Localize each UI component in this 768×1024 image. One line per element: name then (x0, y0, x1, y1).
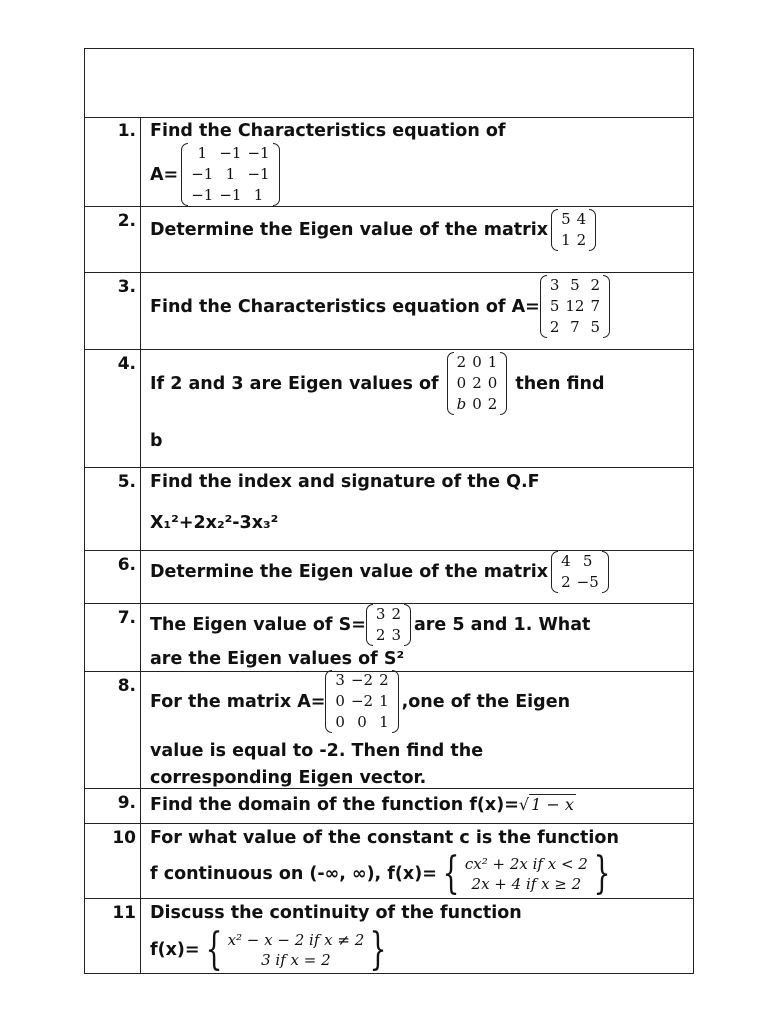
matrix: 3 5 2 5 12 7 2 7 5 (540, 275, 610, 338)
matrix: 3 −2 2 0 −2 1 0 0 1 (325, 670, 398, 733)
question-number: 10 (85, 824, 141, 898)
question-table (84, 48, 694, 974)
table-row: 1. Find the Characteristics equation of A= 1 −1 −1 −1 1 −1 −1 −1 1 (85, 117, 693, 207)
quadratic-form: X₁²+2x₂²-3x₃² (150, 513, 279, 533)
question-number: 2. (85, 207, 141, 272)
question-number: 9. (85, 789, 141, 823)
piecewise-function: { x² − x − 2 if x ≠ 2 3 if x = 2 } (205, 924, 387, 975)
question-number: 5. (85, 468, 141, 550)
question-number: 7. (85, 604, 141, 671)
table-row: 3. Find the Characteristics equation of A= 3 5 2 5 12 7 2 7 5 (85, 273, 693, 350)
table-row: 11 Discuss the continuity of the function f(x)= { x² − x − 2 if x ≠ 2 3 if x = 2 } (85, 899, 693, 974)
question-number: 3. (85, 273, 141, 349)
table-row: 6. Determine the Eigen value of the matrix 4 5 2 −5 (85, 551, 693, 604)
question-number: 6. (85, 551, 141, 603)
matrix: 1 −1 −1 −1 1 −1 −1 −1 1 (181, 143, 279, 206)
table-row: 10 For what value of the constant c is the function f continuous on (-∞, ∞), f(x)= { cx² + 2x if x < 2 2x + 4 if x ≥ 2 } (85, 824, 693, 899)
table-row: 9. Find the domain of the function f(x)= √ 1 − x (85, 789, 693, 824)
table-row: 5. Find the index and signature of the Q.F X₁²+2x₂²-3x₃² (85, 468, 693, 551)
table-row: 8. For the matrix A= 3 −2 2 0 −2 1 0 0 1 ,one of the Eigen value is equal to -2. Then find the corresponding Eigen vector. (85, 672, 693, 789)
question-number: 4. (85, 350, 141, 467)
square-root-expression: √ 1 − x (518, 795, 574, 814)
question-number: 1. (85, 117, 141, 206)
matrix: 3 2 2 3 (366, 604, 411, 646)
matrix: 2 0 1 0 2 0 b 0 2 (447, 352, 508, 415)
table-row: 7. The Eigen value of S= 3 2 2 3 are 5 and 1. What are the Eigen values of S² (85, 604, 693, 672)
table-header-row (85, 49, 693, 118)
table-row: 4. If 2 and 3 are Eigen values of 2 0 1 0 2 0 b 0 2 then find b (85, 350, 693, 468)
piecewise-function: { cx² + 2x if x < 2 2x + 4 if x ≥ 2 } (442, 848, 611, 899)
table-row: 2. Determine the Eigen value of the matrix 5 4 1 2 (85, 207, 693, 273)
matrix: 5 4 1 2 (551, 209, 596, 251)
question-number: 8. (85, 672, 141, 788)
matrix: 4 5 2 −5 (551, 551, 609, 593)
question-number: 11 (85, 899, 141, 974)
